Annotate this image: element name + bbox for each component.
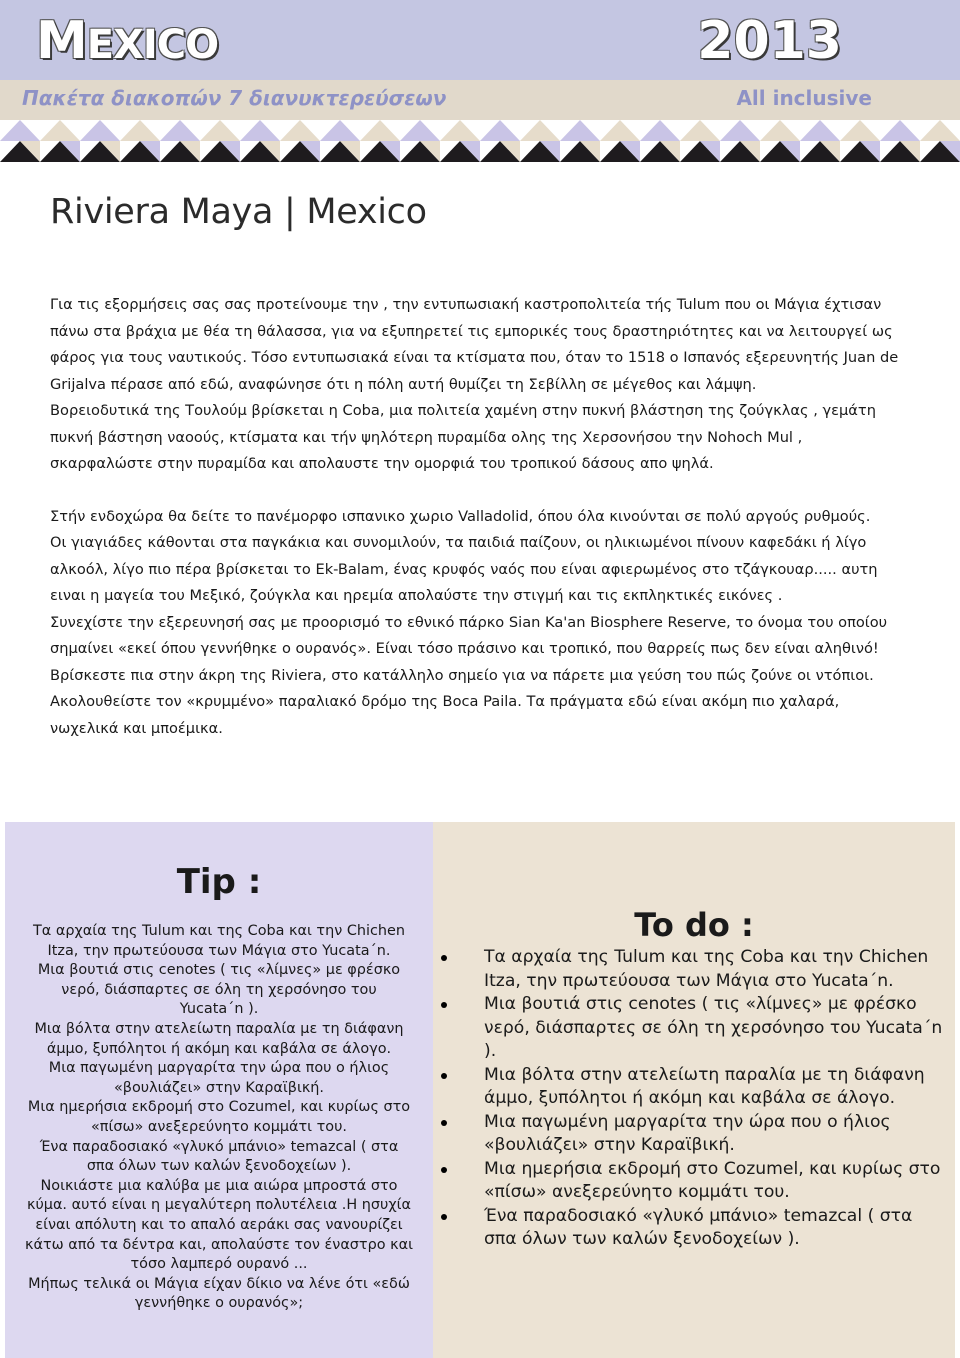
tip-line: Νοικιάστε μια καλύβα με μια αιώρα μπροστά στο	[40, 1177, 398, 1194]
body-text-line: πάνω στα βράχια με θέα τη θάλασσα, για να εξυπηρετεί τις εμπορικές τους δραστηριότητες και να λειτουργεί ως	[50, 322, 893, 340]
todo-item	[433, 1158, 955, 1205]
todo-item	[433, 1111, 955, 1158]
body-text-line: Ακολουθείστε τον «κρυμμένο» παραλιακό δρόμο της Boca Paila. Τα πράγματα εδώ είναι ακόμη πιο χαλαρά,	[50, 693, 840, 710]
tip-line: είναι απόλυτη και το απαλό αεράκι σας νανουρίζει	[35, 1216, 403, 1233]
todo-list	[433, 946, 955, 1252]
tip-line: άμμο, ξυπόλητοι ή ακόμη και καβάλα σε άλογο.	[46, 1040, 392, 1057]
todo-item	[433, 1205, 955, 1252]
body-text-line: πυκνή βάστηση ναοούς, κτίσματα και τήν ψηλότερη πυραμίδα ολης της Χερσονήσου την Nohoch Mul ,	[50, 428, 803, 446]
bullet-icon	[441, 1120, 447, 1126]
main-description	[50, 292, 930, 742]
todo-item	[433, 993, 955, 1064]
tip-line: σπα όλων των καλών ξενοδοχείων ).	[86, 1158, 352, 1175]
title-rest: EXICO	[86, 22, 219, 68]
todo-item	[433, 946, 955, 993]
todo-item-text: Ένα παραδοσιακό «γλυκό μπάνιο» temazcal ( στα σπα όλων των καλών ξενοδοχείων ).	[484, 1205, 913, 1249]
tip-line: γεννήθηκε ο ουρανός»;	[134, 1295, 304, 1312]
body-text-line: ειναι η μαγεία του Μεξικό, ζούγκλα και ηρεμία απολαύστε την στιγμή και τις εκπληκτικές εικόνες .	[50, 587, 783, 604]
tip-title: Tip :	[176, 862, 262, 902]
destination-heading: Riviera Maya | Mexico	[50, 192, 427, 232]
tip-line: Μια παγωμένη μαργαρίτα την ώρα που ο ήλιος	[48, 1060, 390, 1077]
body-text-line: σημαίνει «εκεί όπου γεννήθηκε ο ουρανός». Είναι τόσο πράσινο και τροπικό, που θαρρείς πως δεν είναι αληθινό!	[50, 640, 879, 657]
body-text-line: σκαρφαλώστε στην πυραμίδα και απολαυστε την ομορφιά του τροπικού δάσους απο ψηλά.	[50, 455, 714, 472]
decorative-triangle-pattern	[0, 120, 960, 162]
tip-line: κάτω από τα δέντρα και, απολαύστε τον έναστρο και	[25, 1236, 413, 1253]
paragraph-tulum-coba	[50, 292, 930, 478]
body-text-line: Οι γιαγιάδες κάθονται στα παγκάκια και συνομιλούν, τα παιδιά παίζουν, οι ηλικιωμένοι πίνουν καφεδάκι ή λίγο	[50, 534, 867, 551]
tip-line: «πίσω» ανεξερεύνητο κομμάτι του.	[91, 1118, 347, 1135]
todo-title: To do :	[634, 906, 754, 944]
bullet-icon	[441, 955, 447, 961]
body-text-line: Για τις εξορμήσεις σας σας προτείνουμε την , την εντυπωσιακή καστροπολιτεία τής Tulum που οι Μάγια έχτισαν	[50, 296, 882, 313]
tip-box	[5, 822, 433, 1358]
tip-line: Μήπως τελικά οι Μάγια είχαν δίκιο να λένε ότι «εδώ	[28, 1275, 410, 1292]
header-band	[0, 0, 960, 80]
tip-line: Μια ημερήσια εκδρομή στο Cozumel, και κυρίως στο	[27, 1099, 411, 1116]
tip-line: «βουλιάζει» στην Καραϊβική.	[113, 1079, 324, 1096]
tip-line: Τα αρχαία της Tulum και της Coba και την Chichen	[32, 923, 406, 939]
all-inclusive-label: All inclusive	[736, 86, 872, 110]
tip-line: Ένα παραδοσιακό «γλυκό μπάνιο» temazcal ( στα	[39, 1138, 399, 1155]
todo-item	[433, 1064, 955, 1111]
bullet-icon	[441, 1167, 447, 1173]
paragraph-gap	[50, 478, 930, 504]
tip-line: Itza, την πρωτεύουσα των Μάγια στο Yucata΄n.	[47, 942, 391, 959]
bullet-icon	[441, 1073, 447, 1079]
bullet-icon	[441, 1002, 447, 1008]
page-title	[36, 10, 218, 76]
body-text-line: Grijalva πέρασε από εδώ, αναφώνησε ότι η πόλη αυτή θυμίζει τη Σεβίλλη σε μέγεθος και λάμψη.	[50, 375, 757, 393]
todo-item-text: Μια ημερήσια εκδρομή στο Cozumel, και κυρίως στο «πίσω» ανεξερεύνητο κομμάτι του.	[484, 1158, 941, 1202]
tip-line: κύμα. αυτό είναι η μεγαλύτερη πολυτέλεια .Η ησυχία	[26, 1197, 411, 1214]
title-initial: M	[36, 11, 87, 71]
paragraph-valladolid-sian-kaan	[50, 504, 930, 743]
body-text-line: φάρος για τους ναυτικούς. Τόσο εντυπωσιακά είναι τα κτίσματα που, όταν το 1518 ο Ισπανός εξερευνητής Juan de	[50, 349, 899, 366]
todo-box	[433, 822, 955, 1358]
body-text-line: Βορειοδυτικά της Τουλούμ βρίσκεται η Coba, μια πολιτεία χαμένη στην πυκνή βλάστηση της ζούγκλας , γεμάτη	[50, 402, 876, 419]
tip-line: Μια βουτιά στις cenotes ( τις «λίμνες» με φρέσκο	[37, 962, 401, 979]
tip-line: νερό, διάσπαρτες σε όλη τη χερσόνησο του	[61, 981, 377, 998]
year-label: 2013	[697, 11, 842, 71]
body-text-line: Συνεχίστε την εξερευνησή σας με προορισμό το εθνικό πάρκο Sian Ka'an Biosphere Reserve, το όνομα του οποίου	[50, 613, 888, 631]
tip-text	[5, 922, 433, 1314]
body-text-line: Βρίσκεστε πια στην άκρη της Riviera, στο κατάλληλο σημείο για να πάρετε μια γεύση του πώς ζούνε οι ντόπιοι.	[50, 666, 874, 684]
todo-item-text: Τα αρχαία της Tulum και της Coba και την Chichen Itza, την πρωτεύουσα των Μάγια στο Yucata΄n.	[484, 947, 929, 991]
todo-item-text: Μια παγωμένη μαργαρίτα την ώρα που ο ήλιος «βουλιάζει» στην Καραϊβική.	[484, 1111, 891, 1155]
tip-line: τόσο λαμπερό ουρανό ...	[130, 1256, 308, 1273]
tip-line: Yucata΄n ).	[179, 1001, 259, 1018]
tip-line: Μια βόλτα στην ατελείωτη παραλία με τη διάφανη	[34, 1020, 404, 1037]
subtitle-band	[0, 80, 960, 120]
todo-item-text: Μια βόλτα στην ατελείωτη παραλία με τη διάφανη άμμο, ξυπόλητοι ή ακόμη και καβάλα σε άλογο.	[484, 1064, 925, 1108]
body-text-line: αλκοόλ, λίγο πιο πέρα βρίσκεται το Ek-Balam, ένας κρυφός ναός που είναι αφιερωμένος στο τζάγκουαρ..... αυτη	[50, 560, 878, 578]
todo-item-text: Μια βουτιά στις cenotes ( τις «λίμνες» με φρέσκο νερό, διάσπαρτες σε όλη τη χερσόνησο του Yucata΄n ).	[484, 994, 943, 1061]
bullet-icon	[441, 1214, 447, 1220]
body-text-line: νωχελικά και μποέμικα.	[50, 719, 223, 737]
body-text-line: Στήν ενδοχώρα θα δείτε το πανέμορφο ισπανικο χωριο Valladolid, όπου όλα κινούνται σε πολύ αργούς ρυθμούς.	[50, 507, 871, 525]
package-subtitle: Πακέτα διακοπών 7 διανυκτερεύσεων	[22, 86, 447, 110]
